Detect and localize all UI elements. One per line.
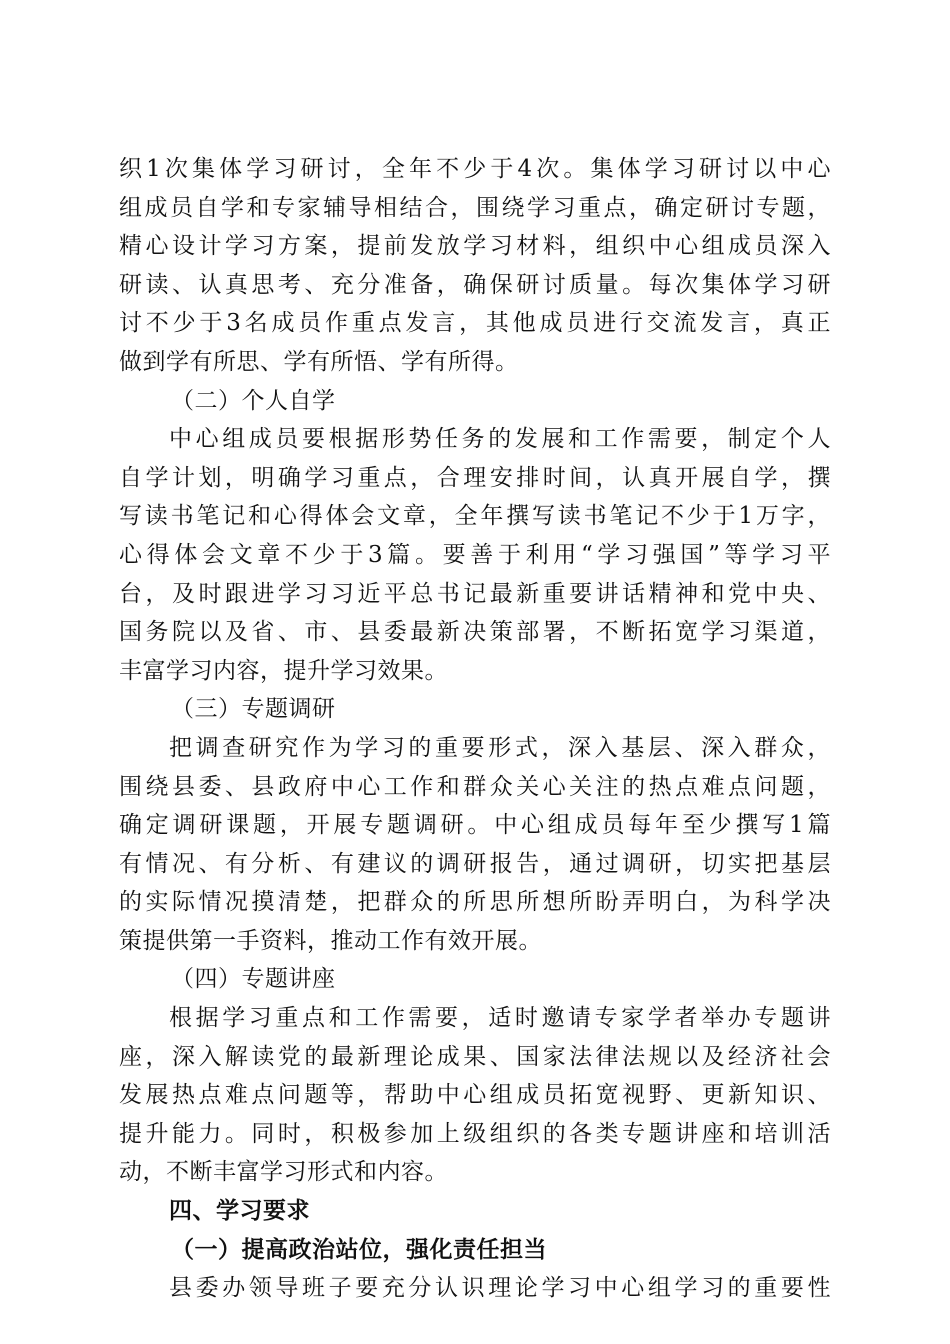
paragraph-line: 写读书笔记和心得体会文章，全年撰写读书笔记不少于1万字， [119, 503, 831, 530]
section-heading-study-requirements: 四、学习要求 [169, 1197, 310, 1225]
paragraph-line: 围绕县委、县政府中心工作和群众关心关注的热点难点问题， [119, 773, 831, 800]
paragraph-line: 讨不少于3名成员作重点发言，其他成员进行交流发言，真正 [119, 310, 831, 337]
subsection-heading-political-stance: （一）提高政治站位，强化责任担当 [171, 1235, 547, 1263]
paragraph-line: 策提供第一手资料，推动工作有效开展。 [119, 927, 542, 954]
paragraph-line: 有情况、有分析、有建议的调研报告，通过调研，切实把基层 [119, 850, 831, 877]
paragraph-line: 精心设计学习方案，提前发放学习材料，组织中心组成员深入 [119, 233, 831, 260]
paragraph-line: 丰富学习内容，提升学习效果。 [119, 657, 448, 684]
paragraph-line: 的实际情况摸清楚，把群众的所思所想所盼弄明白，为科学决 [119, 889, 831, 916]
paragraph-line: 动，不断丰富学习形式和内容。 [119, 1159, 448, 1186]
paragraph-line: 中心组成员要根据形势任务的发展和工作需要，制定个人 [169, 426, 831, 453]
paragraph-line: 发展热点难点问题等，帮助中心组成员拓宽视野、更新知识、 [119, 1082, 831, 1109]
paragraph-line: 心得体会文章不少于3篇。要善于利用“学习强国”等学习平 [119, 541, 831, 568]
paragraph-line: 组成员自学和专家辅导相结合，围绕学习重点，确定研讨专题， [119, 194, 831, 221]
paragraph-line: 提升能力。同时，积极参加上级组织的各类专题讲座和培训活 [119, 1120, 831, 1147]
paragraph-line: 确定调研课题，开展专题调研。中心组成员每年至少撰写1篇 [119, 812, 831, 839]
paragraph-line: 研读、认真思考、充分准备，确保研讨质量。每次集体学习研 [119, 271, 831, 298]
paragraph-line: 台，及时跟进学习习近平总书记最新重要讲话精神和党中央、 [119, 580, 831, 607]
document-body [119, 150, 831, 1308]
section-heading-personal-study: （二）个人自学 [171, 387, 336, 414]
section-heading-special-lecture: （四）专题讲座 [171, 966, 336, 993]
paragraph-line: 座，深入解读党的最新理论成果、国家法律法规以及经济社会 [119, 1043, 831, 1070]
paragraph-line: 自学计划，明确学习重点，合理安排时间，认真开展自学，撰 [119, 464, 831, 491]
paragraph-line: 做到学有所思、学有所悟、学有所得。 [119, 348, 519, 375]
paragraph-line: 把调查研究作为学习的重要形式，深入基层、深入群众， [169, 734, 831, 761]
paragraph-line: 根据学习重点和工作需要，适时邀请专家学者举办专题讲 [169, 1005, 831, 1032]
paragraph-line: 县委办领导班子要充分认识理论学习中心组学习的重要性 [169, 1275, 831, 1302]
section-heading-special-research: （三）专题调研 [171, 696, 336, 723]
paragraph-line: 织1次集体学习研讨，全年不少于4次。集体学习研讨以中心 [119, 156, 831, 182]
paragraph-line: 国务院以及省、市、县委最新决策部署，不断拓宽学习渠道， [119, 619, 831, 646]
